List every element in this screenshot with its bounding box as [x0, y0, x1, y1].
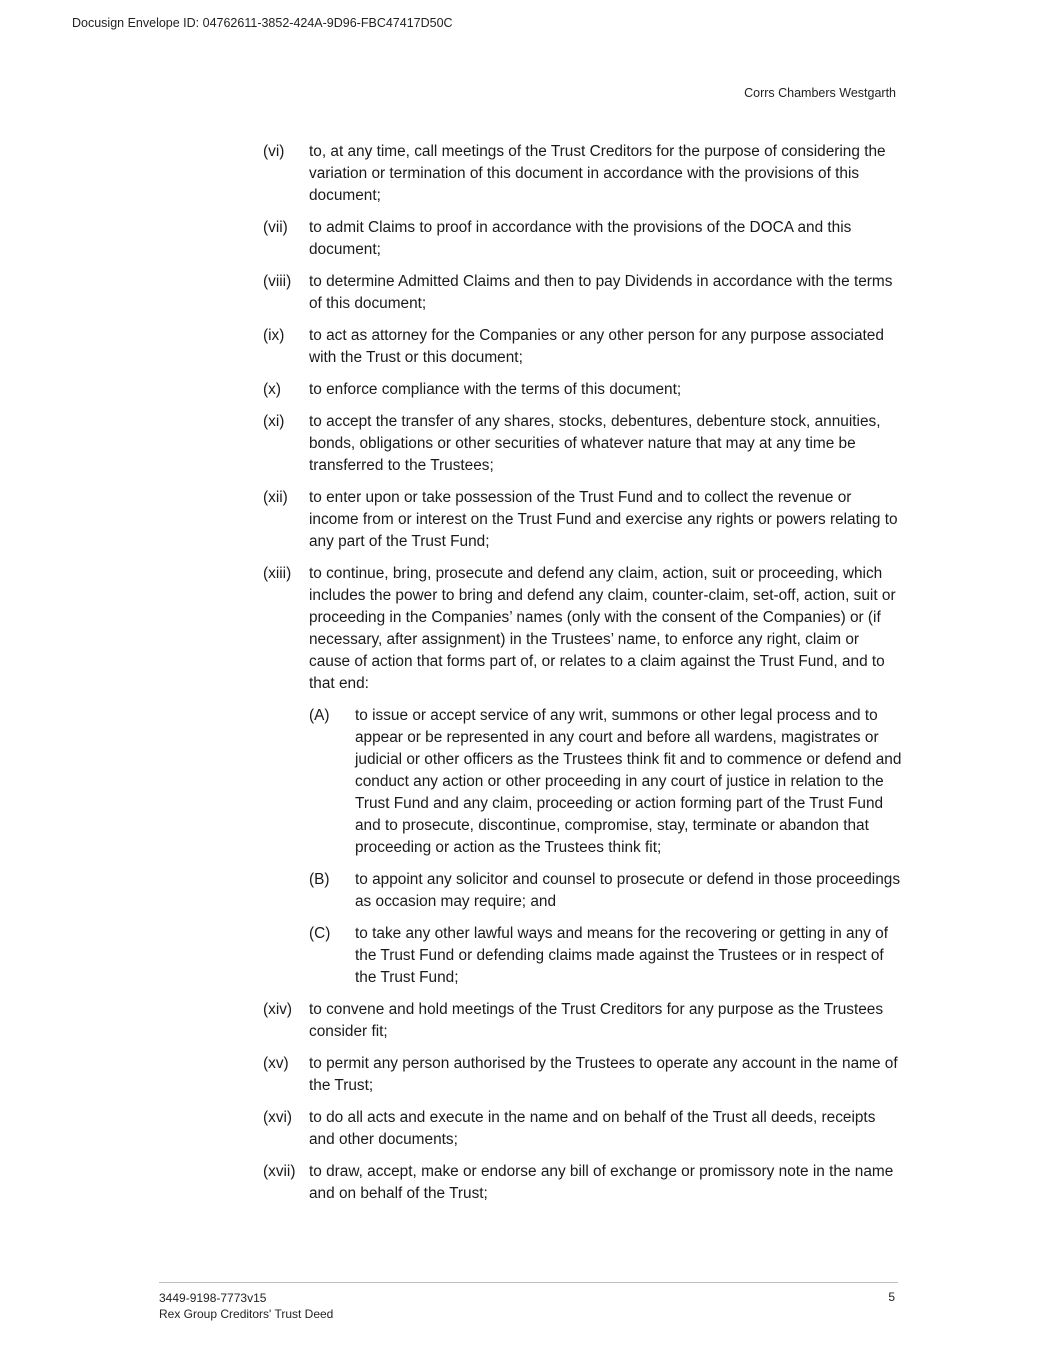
- clause-text: to accept the transfer of any shares, stocks, debentures, debenture stock, annuities, bonds, obligations or other securities of whatever nature that may at any time be transferred to the Trustees;: [309, 413, 881, 474]
- clause-number: (xii): [263, 489, 288, 506]
- clause-vi: [263, 141, 903, 207]
- clause-text: to determine Admitted Claims and then to pay Dividends in accordance with the terms of this document;: [309, 273, 893, 312]
- firm-name: Corrs Chambers Westgarth: [744, 86, 896, 100]
- clause-text: to permit any person authorised by the Trustees to operate any account in the name of the Trust;: [309, 1055, 898, 1094]
- subclause-text: to take any other lawful ways and means for the recovering or getting in any of the Trust Fund or defending claims made against the Trustees or in respect of the Trust Fund;: [355, 925, 888, 986]
- subclause-number: (C): [309, 925, 331, 942]
- clause-xi: [263, 411, 903, 477]
- clause-number: (x): [263, 381, 281, 398]
- clause-number: (xiii): [263, 565, 292, 582]
- clause-number: (viii): [263, 273, 292, 290]
- document-body: [263, 141, 903, 1215]
- clause-text: to draw, accept, make or endorse any bill of exchange or promissory note in the name and on behalf of the Trust;: [309, 1163, 894, 1202]
- clause-viii: [263, 271, 903, 315]
- clause-text: to, at any time, call meetings of the Trust Creditors for the purpose of considering the variation or termination of this document in accordance with the provisions of this document;: [309, 143, 886, 204]
- clause-vii: [263, 217, 903, 261]
- clause-ix: [263, 325, 903, 369]
- subclause-b: [309, 869, 903, 913]
- clause-text: to continue, bring, prosecute and defend any claim, action, suit or proceeding, which includes the power to bring and defend any claim, counter-claim, set-off, action, suit or proceeding in the Companies’ names (only with the consent of the Companies) or (if necessary, after assignment) in the Trustees’ name, to enforce any right, claim or cause of action that forms part of, or relates to a claim against the Trust Fund, and to that end:: [309, 565, 896, 692]
- page-number: 5: [888, 1290, 895, 1304]
- clause-number: (xvii): [263, 1163, 296, 1180]
- clause-number: (vii): [263, 219, 288, 236]
- clause-number: (vi): [263, 143, 285, 160]
- clause-xii: [263, 487, 903, 553]
- document-title: Rex Group Creditors' Trust Deed: [159, 1307, 334, 1321]
- subclause-c: [309, 923, 903, 989]
- clause-text: to enforce compliance with the terms of this document;: [309, 381, 682, 398]
- clause-number: (xv): [263, 1055, 289, 1072]
- clause-xiii: [263, 563, 903, 989]
- clause-text: to do all acts and execute in the name and on behalf of the Trust all deeds, receipts and other documents;: [309, 1109, 876, 1148]
- clause-xvii: [263, 1161, 903, 1205]
- footer-info: [159, 1290, 333, 1322]
- clause-xv: [263, 1053, 903, 1097]
- subclause-number: (B): [309, 871, 330, 888]
- subclause-list: [309, 705, 903, 989]
- clause-text: to convene and hold meetings of the Trust Creditors for any purpose as the Trustees consider fit;: [309, 1001, 884, 1040]
- document-reference: 3449-9198-7773v15: [159, 1291, 267, 1305]
- subclause-text: to issue or accept service of any writ, summons or other legal process and to appear or be represented in any court and before all wardens, magistrates or judicial or other officers as the Trustees think fit and to commence or defend and conduct any action or other proceeding in any court of justice in relation to the Trust Fund and any claim, proceeding or action forming part of the Trust Fund and to prosecute, discontinue, compromise, stay, terminate or abandon that proceeding or action as the Trustees think fit;: [355, 707, 902, 856]
- clause-number: (ix): [263, 327, 285, 344]
- clause-text: to enter upon or take possession of the Trust Fund and to collect the revenue or income from or interest on the Trust Fund and exercise any rights or powers relating to any part of the Trust Fund;: [309, 489, 898, 550]
- clause-x: [263, 379, 903, 401]
- subclause-text: to appoint any solicitor and counsel to prosecute or defend in those proceedings as occasion may require; and: [355, 871, 901, 910]
- clause-text: to act as attorney for the Companies or any other person for any purpose associated with the Trust or this document;: [309, 327, 884, 366]
- clause-xiv: [263, 999, 903, 1043]
- clause-text: to admit Claims to proof in accordance with the provisions of the DOCA and this document;: [309, 219, 852, 258]
- envelope-id: Docusign Envelope ID: 04762611-3852-424A-9D96-FBC47417D50C: [72, 16, 453, 30]
- clause-number: (xi): [263, 413, 285, 430]
- clause-number: (xvi): [263, 1109, 293, 1126]
- clause-xvi: [263, 1107, 903, 1151]
- clause-number: (xiv): [263, 1001, 293, 1018]
- footer-divider: [159, 1282, 898, 1283]
- subclause-a: [309, 705, 903, 859]
- subclause-number: (A): [309, 707, 330, 724]
